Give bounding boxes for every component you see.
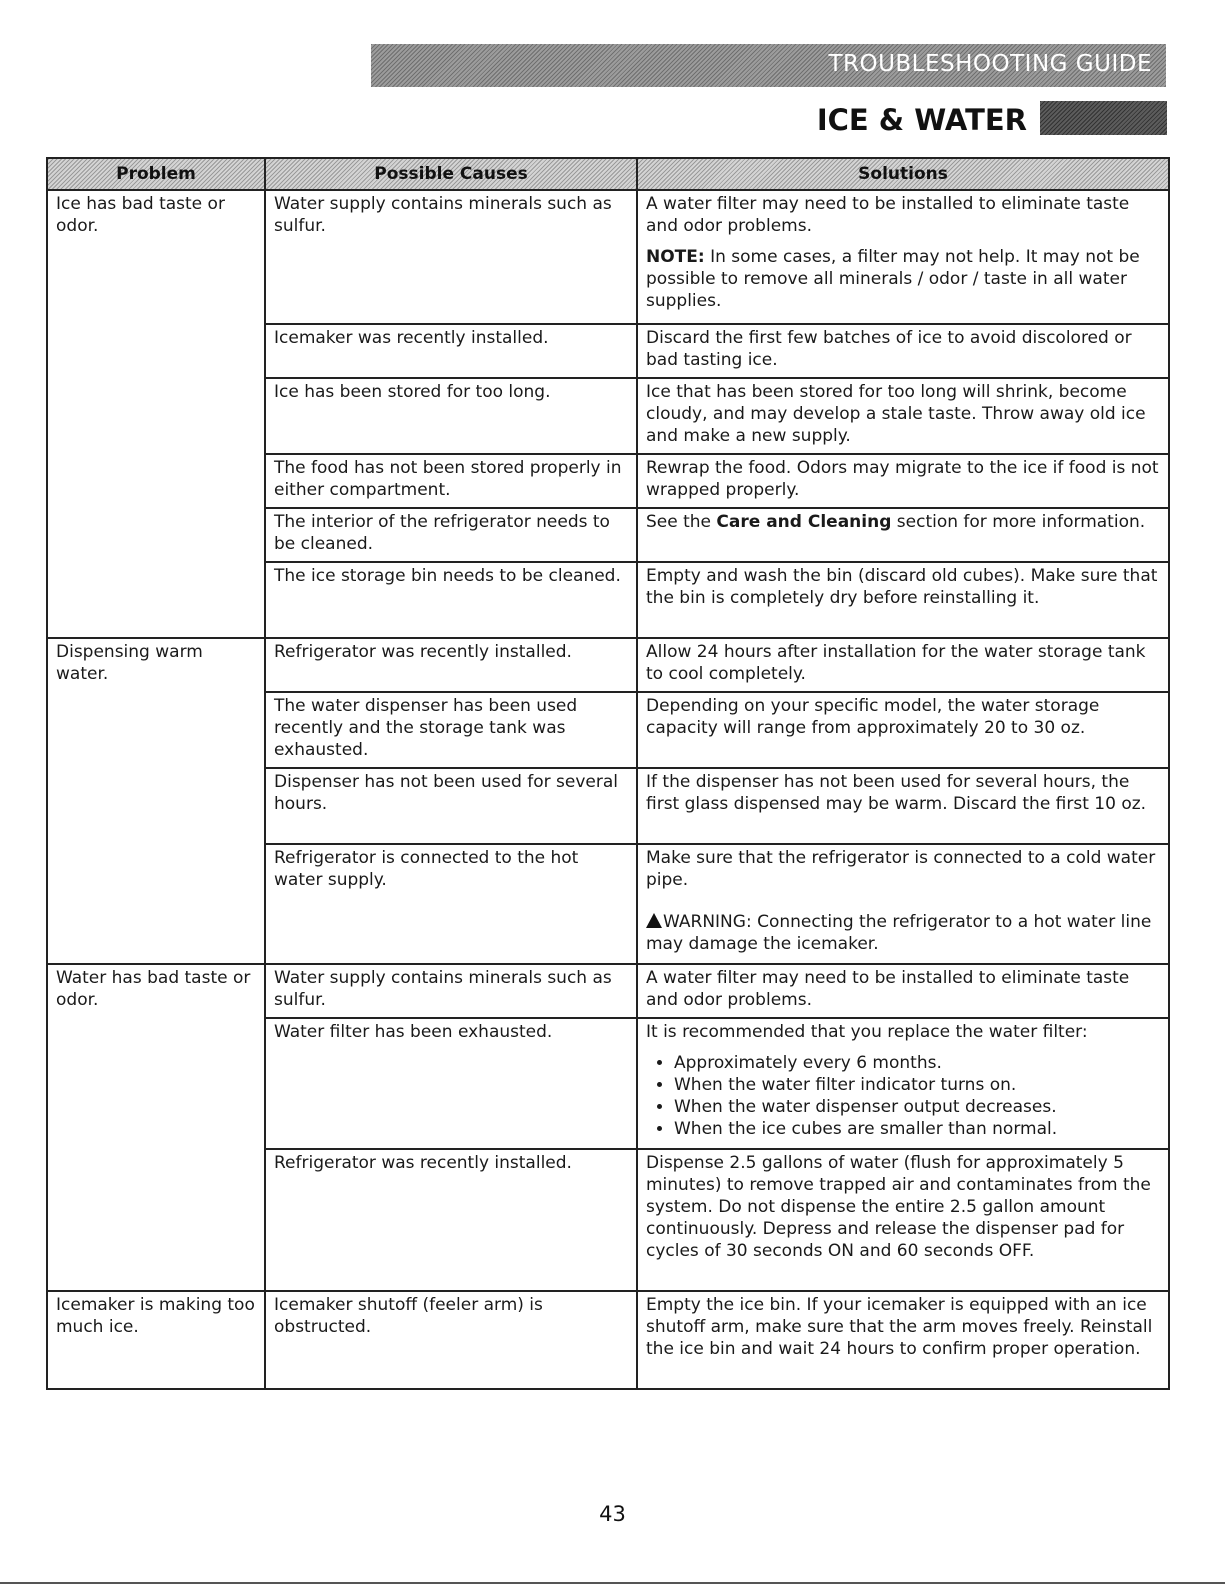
cause-cell: [265, 378, 637, 454]
cause-cell: [265, 508, 637, 562]
problem-cell: [47, 190, 265, 638]
problem-text: Dispensing warm water.: [56, 642, 203, 684]
bottom-rule: [0, 1582, 1225, 1584]
cause-text: Refrigerator was recently installed.: [274, 1153, 572, 1173]
table-row: [47, 638, 1169, 692]
cause-text: The food has not been stored properly in either compartment.: [274, 458, 622, 500]
list-item: • Approximately every 6 months.: [674, 1052, 1161, 1074]
cause-text: Ice has been stored for too long.: [274, 382, 551, 402]
solution-text: A water filter may need to be installed to eliminate taste and odor problems.: [646, 968, 1130, 1010]
solution-cell: [637, 768, 1169, 844]
page-number: 43: [599, 1502, 626, 1526]
cause-cell: [265, 768, 637, 844]
solution-cell: [637, 1018, 1169, 1149]
solution-text: If the dispenser has not been used for several hours, the first glass dispensed may be warm. Discard the first 10 oz.: [646, 772, 1147, 814]
solution-text: Depending on your specific model, the water storage capacity will range from approximately 20 to 30 oz.: [646, 696, 1100, 738]
cause-text: Icemaker was recently installed.: [274, 328, 549, 348]
problem-text: Water has bad taste or odor.: [56, 968, 251, 1010]
solution-cell: [637, 638, 1169, 692]
table-row: [47, 1291, 1169, 1389]
cause-cell: [265, 190, 637, 324]
solution-text: Ice that has been stored for too long will shrink, become cloudy, and may develop a stale taste. Throw away old ice and make a new supply.: [646, 382, 1146, 446]
table-header-row: [47, 158, 1169, 190]
solution-cell: [637, 378, 1169, 454]
solution-cell: [637, 562, 1169, 638]
solution-text: Dispense 2.5 gallons of water (flush for approximately 5 minutes) to remove trapped air and contaminates from the system. Do not dispense the entire 2.5 gallon amount continuously. Depress and release the dispenser pad for cycles of 30 seconds ON and 60 seconds OFF.: [646, 1153, 1151, 1261]
cause-cell: [265, 638, 637, 692]
cause-cell: [265, 1149, 637, 1291]
solution-note: [646, 246, 1161, 312]
banner-title: TROUBLESHOOTING GUIDE: [828, 51, 1152, 77]
list-item: • When the water dispenser output decreases.: [674, 1096, 1161, 1118]
solution-text: Allow 24 hours after installation for the water storage tank to cool completely.: [646, 642, 1146, 684]
problem-cell: [47, 964, 265, 1291]
cause-cell: [265, 844, 637, 964]
cause-text: The water dispenser has been used recently and the storage tank was exhausted.: [274, 696, 578, 760]
solution-text: Rewrap the food. Odors may migrate to the ice if food is not wrapped properly.: [646, 458, 1159, 500]
cause-cell: [265, 1291, 637, 1389]
note-text: In some cases, a filter may not help. It may not be possible to remove all minerals / odor / taste in all water supplies.: [646, 247, 1140, 311]
solution-text: Empty the ice bin. If your icemaker is equipped with an ice shutoff arm, make sure that the arm moves freely. Reinstall the ice bin and wait 24 hours to confirm proper operation.: [646, 1295, 1153, 1359]
solution-text: Discard the first few batches of ice to avoid discolored or bad tasting ice.: [646, 328, 1132, 370]
cause-cell: [265, 1018, 637, 1149]
care-and-cleaning-ref: Care and Cleaning: [716, 512, 892, 532]
solution-text: Make sure that the refrigerator is connected to a cold water pipe.: [646, 848, 1156, 890]
section-banner: [371, 44, 1166, 87]
cause-cell: [265, 562, 637, 638]
solution-text: A water filter may need to be installed to eliminate taste and odor problems.: [646, 194, 1130, 236]
list-item: • When the ice cubes are smaller than normal.: [674, 1118, 1161, 1140]
cause-text: Water supply contains minerals such as sulfur.: [274, 194, 612, 236]
cause-text: Water supply contains minerals such as sulfur.: [274, 968, 612, 1010]
solution-cell: [637, 190, 1169, 324]
solution-text-pre: See the: [646, 512, 717, 532]
cause-text: Water filter has been exhausted.: [274, 1022, 553, 1042]
cause-text: Refrigerator is connected to the hot water supply.: [274, 848, 579, 890]
problem-text: Icemaker is making too much ice.: [56, 1295, 255, 1337]
solution-cell: [637, 324, 1169, 378]
solution-cell: [637, 844, 1169, 964]
cause-text: Dispenser has not been used for several hours.: [274, 772, 619, 814]
solution-text: Empty and wash the bin (discard old cubes). Make sure that the bin is completely dry before reinstalling it.: [646, 566, 1158, 608]
header-problem: Problem: [47, 158, 265, 190]
solution-cell: [637, 692, 1169, 768]
solution-cell: [637, 964, 1169, 1018]
list-item: • When the water filter indicator turns on.: [674, 1074, 1161, 1096]
section-title: ICE & WATER: [816, 103, 1027, 137]
problem-text: Ice has bad taste or odor.: [56, 194, 225, 236]
cause-cell: [265, 692, 637, 768]
cause-cell: [265, 324, 637, 378]
solution-text: [646, 511, 1161, 533]
cause-text: The ice storage bin needs to be cleaned.: [274, 566, 621, 586]
cause-cell: [265, 454, 637, 508]
solution-cell: [637, 508, 1169, 562]
problem-cell: [47, 638, 265, 964]
table-row: [47, 964, 1169, 1018]
warning-body: Connecting the refrigerator to a hot water line may damage the icemaker.: [646, 912, 1152, 954]
header-solutions: Solutions: [637, 158, 1169, 190]
note-label: NOTE:: [646, 247, 705, 267]
solution-cell: [637, 1149, 1169, 1291]
warning-icon: [646, 913, 662, 928]
warning-text: [646, 911, 1161, 955]
solution-cell: [637, 1291, 1169, 1389]
cause-text: Icemaker shutoff (feeler arm) is obstructed.: [274, 1295, 543, 1337]
header-possible-causes: Possible Causes: [265, 158, 637, 190]
filter-replacement-list: [646, 1052, 1161, 1140]
solution-text-post: section for more information.: [891, 512, 1146, 532]
solution-cell: [637, 454, 1169, 508]
troubleshooting-table: [46, 157, 1170, 1390]
solution-text: It is recommended that you replace the water filter:: [646, 1022, 1088, 1042]
table-row: [47, 190, 1169, 324]
section-tab-marker: [1040, 101, 1167, 135]
cause-cell: [265, 964, 637, 1018]
warning-label: WARNING:: [663, 912, 752, 932]
cause-text: The interior of the refrigerator needs to be cleaned.: [274, 512, 610, 554]
problem-cell: [47, 1291, 265, 1389]
cause-text: Refrigerator was recently installed.: [274, 642, 572, 662]
